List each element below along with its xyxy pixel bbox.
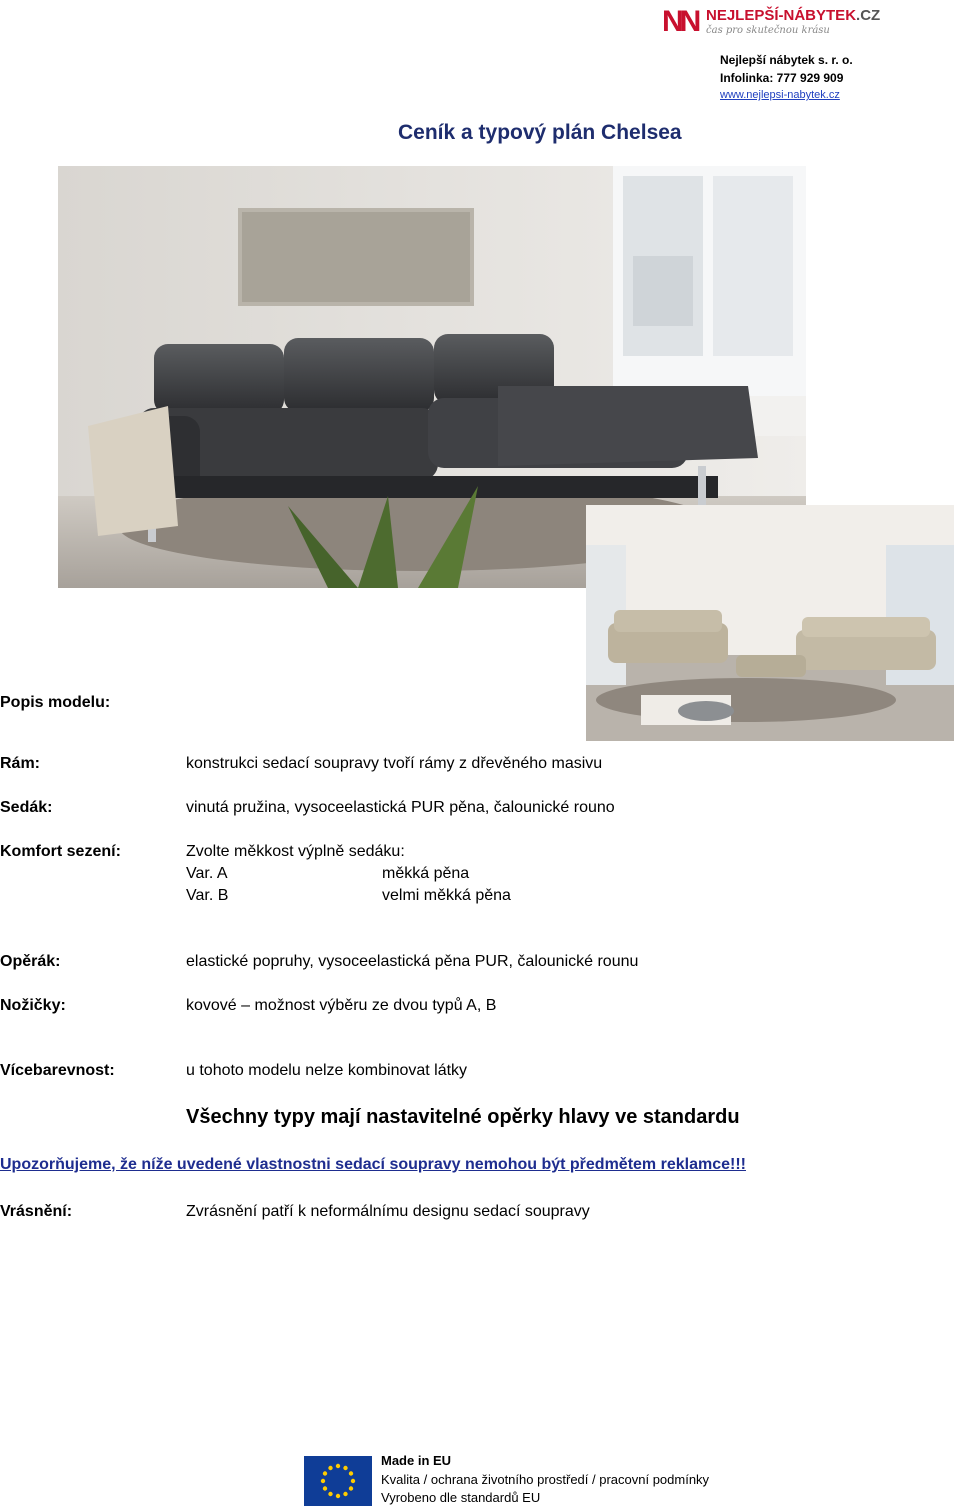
frame-label: Rám: [0, 755, 41, 772]
comfort-intro: Zvolte měkkost výplně sedáku: [186, 843, 405, 860]
wrinkle-label: Vrásnění: [0, 1203, 73, 1220]
wrinkle-value: Zvrásnění patří k neformálnímu designu sedací soupravy [186, 1203, 590, 1220]
multicolor-label: Vícebarevnost: [0, 1062, 115, 1079]
backrest-label: Opěrák: [0, 953, 61, 970]
warning-notice: Upozorňujeme, že níže uvedené vlastnostni sedací soupravy nemohou být předmětem reklamce!!! [0, 1156, 746, 1173]
eu-flag-icon [304, 1456, 372, 1506]
eu-standards-line: Vyrobeno dle standardů EU [381, 1490, 541, 1505]
seat-label: Sedák: [0, 799, 53, 816]
comfort-option-b-desc: velmi měkká pěna [382, 887, 511, 904]
logo-tagline: čas pro skutečnou krásu [706, 25, 830, 36]
company-website-link[interactable]: www.nejlepsi-nabytek.cz [720, 89, 840, 101]
legs-label: Nožičky: [0, 997, 66, 1014]
company-logo [662, 6, 902, 40]
comfort-option-a-name: Var. A [186, 865, 228, 882]
legs-value: kovové – možnost výběru ze dvou typů A, B [186, 997, 497, 1014]
logo-mark: NN [662, 5, 698, 38]
made-in-eu: Made in EU [381, 1453, 452, 1468]
frame-value: konstrukci sedací soupravy tvoří rámy z dřevěného masivu [186, 755, 603, 772]
sofa-photo-beige [586, 505, 954, 741]
eu-footer-text [381, 1452, 709, 1508]
logo-name: NEJLEPŠÍ-NÁBYTEK.CZ [706, 7, 881, 24]
seat-value: vinutá pružina, vysoceelastická PUR pěna, čalounické rouno [186, 799, 615, 816]
company-info [720, 52, 853, 105]
page-title: Ceník a typový plán Chelsea [398, 121, 682, 144]
eu-quality-line: Kvalita / ochrana životního prostředí / pracovní podmínky [381, 1471, 710, 1487]
company-name: Nejlepší nábytek s. r. o. [720, 53, 853, 67]
comfort-option-a-desc: měkká pěna [382, 865, 470, 882]
company-phone: Infolinka: 777 929 909 [720, 70, 844, 85]
headrest-note: Všechny typy mají nastavitelné opěrky hlavy ve standardu [186, 1106, 740, 1128]
multicolor-value: u tohoto modelu nelze kombinovat látky [186, 1062, 468, 1079]
section-title: Popis modelu: [0, 694, 111, 711]
backrest-value: elastické popruhy, vysoceelastická pěna PUR, čalounické rounu [186, 953, 639, 970]
comfort-label: Komfort sezení: [0, 843, 121, 860]
comfort-option-b-name: Var. B [186, 887, 229, 904]
